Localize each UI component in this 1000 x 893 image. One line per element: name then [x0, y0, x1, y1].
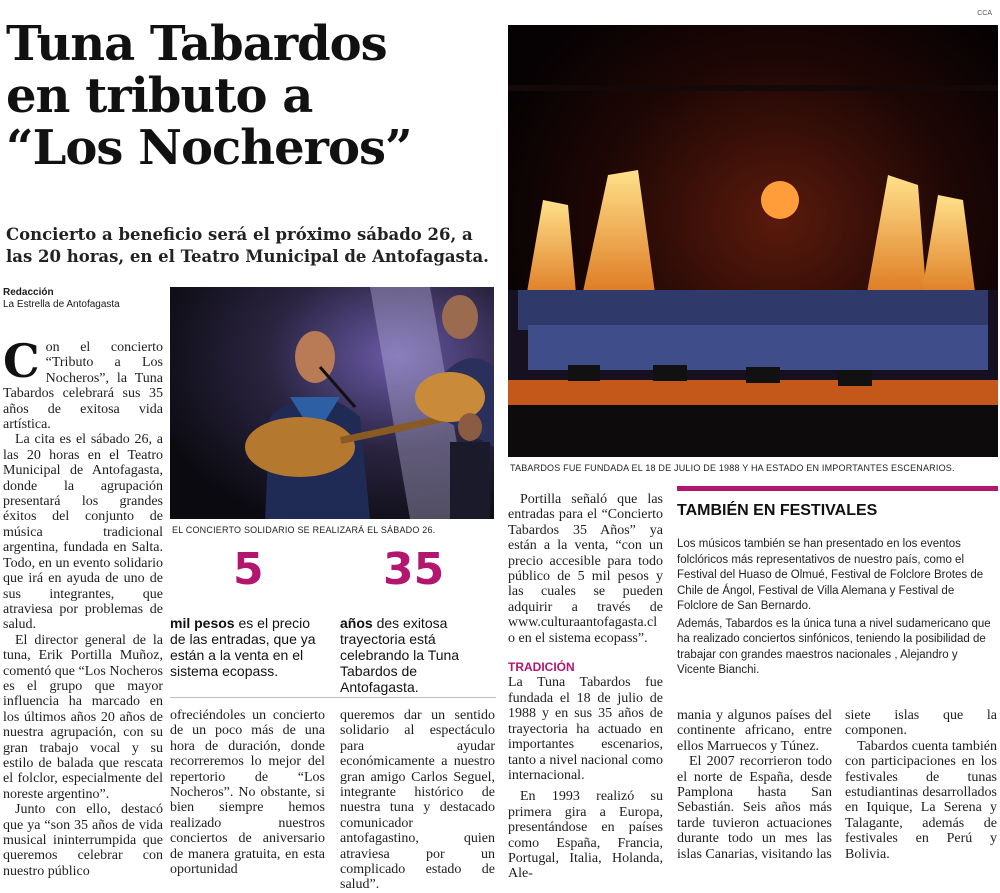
sidebar-box-text [677, 537, 995, 682]
paragraph: ofreciéndoles un concierto de un poco más de una hora de duración, donde recorreremos lo mejor del repertorio de “Los Nocheros”. No obstante, si bien siempre hemos realizado nuestros conciertos de aniversario de manera gratuita, en esta oportunidad [170, 708, 325, 878]
headline [6, 18, 496, 174]
paragraph: El 2007 recorrieron todo el norte de España, desde Pamplona hasta San Sebastián. Seis años más tarde tuvieron actuaciones durante todo un mes las islas Canarias, visitando las [677, 754, 832, 862]
paragraph: Tabardos cuenta también con participaciones en los festivales de tunas estudiantinas desarrollados en Iquique, La Serena y Talagante, además de festivales en Perú y Bolivia. [845, 738, 997, 862]
byline [3, 287, 163, 311]
stage-photo-image [508, 25, 998, 457]
fact-number-35: 35 [383, 544, 445, 595]
article-column-4 [508, 492, 663, 882]
paragraph: El director general de la tuna, Erik Portilla Muñoz, comentó que “Los Nocheros es el grupo que mayor influencia ha marcado en los últimos años 20 años de nuestra agrupación, con su gran trabajo vocal y su estilo de balada que rescata el folclor, especialmente del noreste argentino”. [3, 632, 163, 802]
headline-line-1: Tuna Tabardos [6, 16, 387, 72]
deck-subtitle: Concierto a beneficio será el próximo sábado 26, a las 20 horas, en el Teatro Municipal de Antofagasta. [6, 225, 489, 266]
sidebar-box-accent-bar [677, 486, 998, 491]
singer-photo-image [170, 287, 494, 519]
paragraph: on el concierto “Tributo a Los Nocheros”, la Tuna Tabardos celebrará sus 35 años de exitosa vida artística. [3, 340, 163, 433]
headline-line-2: en tributo a [6, 68, 313, 124]
drop-cap: C [3, 334, 40, 388]
paragraph: Junto con ello, destacó que ya “son 35 años de vida musical ininterrumpida que queremos celebrar con nuestro público [3, 802, 163, 879]
paragraph: La cita es el sábado 26, a las 20 horas en el Teatro Municipal de Antofagasta, donde la agrupación presentará los grandes éxitos del conjunto de música tradicional argentina, fundada en Salta. Todo, en un evento solidario que irá en ayuda de uno de sus integrantes, que atraviesa por problemas de salud. [3, 432, 163, 633]
article-column-5 [677, 708, 832, 867]
byline-name: Redacción [3, 287, 54, 298]
corner-mark: CCA [977, 10, 992, 17]
paragraph: Portilla señaló que las entradas para el “Concierto Tabardos 35 Años” ya están a la venta, “con un precio accesible para todo público de 5 mil pesos y las cuales se pueden adquirir a través de www.culturaantofagasta.cl o en el sistema ecopass”. [508, 492, 663, 646]
fact-number-5: 5 [233, 544, 264, 595]
fact-text-bold: mil pesos [170, 615, 235, 631]
byline-outlet: La Estrella de Antofagasta [3, 299, 120, 310]
paragraph: queremos dar un sentido solidario al espectáculo para ayudar económicamente a nuestro gran amigo Carlos Seguel, integrante histórico de nuestra tuna y destacado comunicador antofagastino, quien atraviesa por un complicado estado de salud”. [340, 708, 495, 893]
paragraph: mania y algunos países del continente africano, entre ellos Marruecos y Túnez. [677, 708, 832, 754]
fact-text-price [170, 615, 325, 679]
fact-text-body: es el precio de las entradas, que ya están a la venta en el sistema ecopass. [170, 615, 316, 679]
section-kicker: TRADICIÓN [508, 660, 575, 675]
article-column-1 [3, 334, 163, 879]
paragraph: En 1993 realizó su primera gira a Europa, presentándose en países como España, Francia, Portugal, Italia, Holanda, Ale- [508, 789, 663, 882]
paragraph: Los músicos también se han presentado en los eventos folclóricos más representativos de nuestro país, como el Festival del Huaso de Olmué, Festival de Folclore Brotes de Chile de Ángol, Festival de Villa Alemana y Festival de Folclore de San Bernardo. [677, 538, 984, 612]
paragraph: La Tuna Tabardos fue fundada el 18 de julio de 1988 y en sus 35 años de trayectoria ha actuado en importantes escenarios, tanto a nivel nacional como internacional. [508, 675, 663, 783]
article-column-3 [340, 708, 495, 893]
headline-line-3: “Los Nocheros” [6, 120, 412, 176]
article-column-2 [170, 708, 325, 878]
large-photo-caption: TABARDOS FUE FUNDADA EL 18 DE JULIO DE 1988 Y HA ESTADO EN IMPORTANTES ESCENARIOS. [510, 463, 955, 473]
concert-photo-stage [508, 25, 998, 457]
paragraph: siete islas que la componen. [845, 708, 997, 739]
fact-text-years [340, 615, 495, 695]
fact-text-bold: años [340, 615, 373, 631]
fact-text-body: des exitosa trayectoria está celebrando la Tuna Tabardos de Antofagasta. [340, 615, 460, 695]
article-column-6 [845, 708, 997, 867]
sidebar-box-title: TAMBIÉN EN FESTIVALES [677, 502, 878, 519]
column-divider [170, 697, 496, 698]
concert-photo-singer [170, 287, 494, 519]
paragraph: Además, Tabardos es la única tuna a nivel sudamericano que ha realizado conciertos sinfónicos, teniendo la posibilidad de trabajar con grandes maestros nacionales , Alejandro y Vicente Bianchi. [677, 617, 991, 676]
small-photo-caption: EL CONCIERTO SOLIDARIO SE REALIZARÁ EL SÁBADO 26. [172, 525, 436, 535]
